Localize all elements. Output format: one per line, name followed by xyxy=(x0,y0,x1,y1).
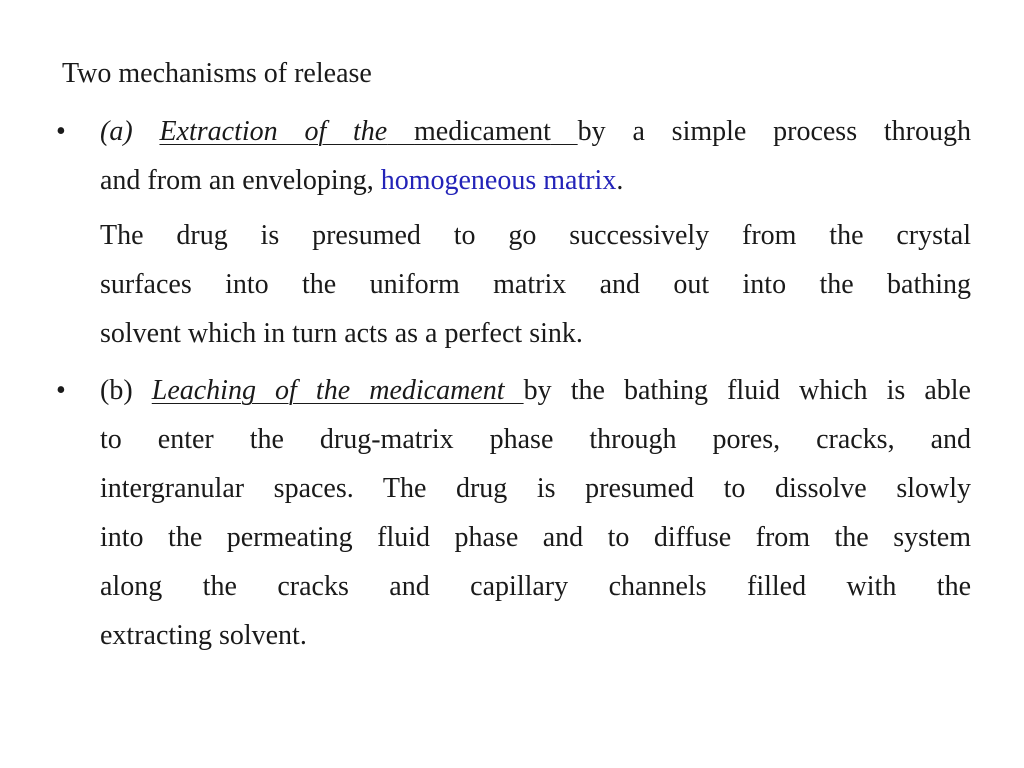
item-b-term xyxy=(152,375,524,406)
item-a-text-2: and from an enveloping, xyxy=(100,165,374,196)
item-b-line-5: along the cracks and capillary channels filled with the xyxy=(100,571,971,602)
item-b-term-text: Leaching of the medicament xyxy=(151,375,505,406)
item-a-term-plain: medicament xyxy=(414,116,551,147)
item-b-line-4: into the permeating fluid phase and to diffuse from the system xyxy=(100,522,971,553)
item-a-term xyxy=(159,116,577,147)
homogeneous-matrix-highlight: homogeneous matrix xyxy=(380,165,617,196)
item-b-line-6: extracting solvent. xyxy=(100,620,307,651)
item-a-para-line-1: The drug is presumed to go successively from the crystal xyxy=(100,220,971,251)
bullet-item-b xyxy=(56,366,971,660)
item-a-line-2 xyxy=(100,156,971,205)
item-a-line-1 xyxy=(100,107,971,156)
item-b-text-1: by the bathing fluid which is able xyxy=(523,375,971,406)
item-a-period: . xyxy=(616,165,624,196)
bullet-dot-icon: • xyxy=(56,116,66,147)
item-a-para-line-3: solvent which in turn acts as a perfect sink. xyxy=(100,318,583,349)
item-a-label: (a) xyxy=(100,116,133,147)
slide-heading: Two mechanisms of release xyxy=(62,58,372,89)
item-a-text-1: by a simple process through xyxy=(577,116,972,147)
item-a-term-italic: Extraction of the xyxy=(159,116,388,147)
item-a-para-line-2: surfaces into the uniform matrix and out into the bathing xyxy=(100,269,971,300)
item-b-line-1 xyxy=(100,366,971,415)
item-b-line-2: to enter the drug-matrix phase through pores, cracks, and xyxy=(100,424,971,455)
bullet-item-a xyxy=(56,107,972,358)
item-b-line-3: intergranular spaces. The drug is presumed to dissolve slowly xyxy=(100,473,971,504)
item-b-label: (b) xyxy=(100,375,133,406)
bullet-dot-icon: • xyxy=(56,375,66,406)
